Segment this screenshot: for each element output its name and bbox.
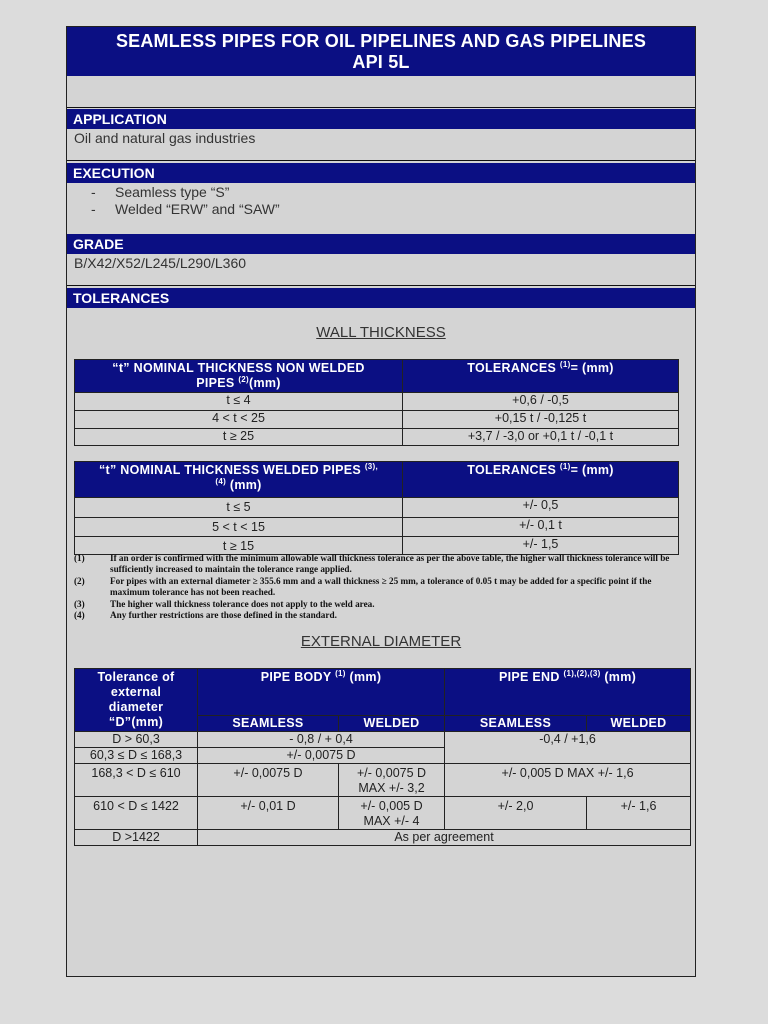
header-text: (mm) <box>249 376 281 390</box>
footnote-ref: (3), <box>364 461 379 471</box>
header-text: = (mm) <box>570 463 614 477</box>
column-header-tolerances <box>403 462 679 498</box>
diameter-cell: D > 60,3 <box>75 732 198 748</box>
execution-item-seamless <box>91 184 229 200</box>
grade-heading: GRADE <box>67 234 695 254</box>
header-text: PIPES <box>196 376 239 390</box>
column-header-thickness <box>75 360 403 393</box>
execution-item-welded <box>91 201 280 217</box>
header-text: (mm) <box>600 670 637 684</box>
footnote-ref: (2) <box>238 374 250 384</box>
footnote-ref: (1) <box>559 461 571 471</box>
pipe-end-cell: -0,4 / +1,6 <box>445 732 691 764</box>
tolerance-cell: +/- 0,1 t <box>403 518 679 537</box>
title-line-2: API 5L <box>352 52 410 72</box>
column-header-thickness <box>75 462 403 498</box>
tolerance-cell: +/- 1,5 <box>403 537 679 555</box>
pipe-end-cell: +/- 0,005 D MAX +/- 1,6 <box>445 764 691 797</box>
header-text: PIPE END <box>498 670 564 684</box>
document-title <box>67 27 695 76</box>
cell-line: MAX +/- 4 <box>363 814 420 828</box>
table-row <box>75 518 679 537</box>
agreement-cell: As per agreement <box>198 830 691 846</box>
pipe-body-cell: - 0,8 / + 0,4 <box>198 732 445 748</box>
wall-thickness-non-welded-table <box>74 359 679 446</box>
tolerances-heading: TOLERANCES <box>67 288 695 308</box>
thickness-cell: t ≤ 5 <box>75 498 403 518</box>
footnote <box>74 576 684 599</box>
column-header-end-welded: WELDED <box>587 716 691 732</box>
table-row <box>75 764 691 797</box>
footnote-ref: (1),(2),(3) <box>563 668 601 678</box>
execution-item-label: Welded “ERW” and “SAW” <box>115 201 280 217</box>
cell-line: +/- 0,0075 D <box>356 766 427 780</box>
header-text: TOLERANCES <box>467 361 560 375</box>
column-header-pipe-end <box>445 669 691 716</box>
footnote <box>74 599 684 610</box>
diameter-cell: 60,3 ≤ D ≤ 168,3 <box>75 748 198 764</box>
header-text: = (mm) <box>570 361 614 375</box>
application-text: Oil and natural gas industries <box>74 130 256 146</box>
thickness-cell: 5 < t < 15 <box>75 518 403 537</box>
footnotes <box>74 553 684 621</box>
footnote-number: (3) <box>74 598 85 609</box>
tolerance-cell: +3,7 / -3,0 or +0,1 t / -0,1 t <box>403 429 679 446</box>
pipe-body-cell: +/- 0,0075 D <box>198 748 445 764</box>
table-row <box>75 393 679 411</box>
tolerance-cell: +0,6 / -0,5 <box>403 393 679 411</box>
table-row <box>75 411 679 429</box>
cell-line: MAX +/- 3,2 <box>358 781 425 795</box>
footnote <box>74 553 684 576</box>
table-row <box>75 429 679 446</box>
table-row <box>75 498 679 518</box>
application-heading: APPLICATION <box>67 109 695 129</box>
header-text: PIPE BODY <box>260 670 336 684</box>
footnote-ref: (1) <box>335 668 346 678</box>
table-row <box>75 830 691 846</box>
column-header-diameter: Tolerance of external diameter “D”(mm) <box>75 669 198 732</box>
thickness-cell: t ≤ 4 <box>75 393 403 411</box>
wall-thickness-heading: WALL THICKNESS <box>316 324 446 341</box>
header-text: TOLERANCES <box>467 463 560 477</box>
bullet-dash: - <box>91 184 96 200</box>
header-text: (mm) <box>345 670 382 684</box>
column-header-body-welded: WELDED <box>339 716 445 732</box>
thickness-cell: 4 < t < 25 <box>75 411 403 429</box>
pipe-end-seamless-cell: +/- 2,0 <box>445 797 587 830</box>
footnote-number: (4) <box>74 610 85 621</box>
pipe-end-welded-cell: +/- 1,6 <box>587 797 691 830</box>
thickness-cell: t ≥ 25 <box>75 429 403 446</box>
pipe-body-seamless-cell: +/- 0,01 D <box>198 797 339 830</box>
diameter-cell: 168,3 < D ≤ 610 <box>75 764 198 797</box>
column-header-body-seamless: SEAMLESS <box>198 716 339 732</box>
table-row <box>75 732 691 748</box>
pipe-body-welded-cell <box>339 797 445 830</box>
footnote-text: The higher wall thickness tolerance does not apply to the weld area. <box>110 598 375 609</box>
column-header-pipe-body <box>198 669 445 716</box>
title-line-1: SEAMLESS PIPES FOR OIL PIPELINES AND GAS PIPELINES <box>115 31 647 51</box>
footnote-number: (2) <box>74 575 85 586</box>
tolerance-cell: +/- 0,5 <box>403 498 679 518</box>
external-diameter-table <box>74 668 691 846</box>
table-row <box>75 537 679 555</box>
diameter-cell: D >1422 <box>75 830 198 846</box>
footnote-ref: (1) <box>559 359 571 369</box>
table-row <box>75 797 691 830</box>
wall-thickness-welded-table <box>74 461 679 555</box>
column-header-end-seamless: SEAMLESS <box>445 716 587 732</box>
footnote-number: (1) <box>74 553 85 563</box>
grade-text: B/X42/X52/L245/L290/L360 <box>74 255 247 271</box>
tolerance-cell: +0,15 t / -0,125 t <box>403 411 679 429</box>
bullet-dash: - <box>91 201 96 217</box>
column-header-tolerances <box>403 360 679 393</box>
cell-line: +/- 0,005 D <box>360 799 423 813</box>
pipe-body-seamless-cell: +/- 0,0075 D <box>198 764 339 797</box>
footnote <box>74 610 684 621</box>
spacer-band <box>67 76 695 108</box>
pipe-body-welded-cell <box>339 764 445 797</box>
header-text: “t” NOMINAL THICKNESS NON WELDED <box>112 361 365 375</box>
header-text: (mm) <box>226 478 262 492</box>
external-diameter-heading: EXTERNAL DIAMETER <box>300 633 462 650</box>
header-text: “t” NOMINAL THICKNESS WELDED PIPES <box>98 463 365 477</box>
footnote-text: If an order is confirmed with the minimum allowable wall thickness tolerance as per the above table, the higher wall thickness tolerance will be sufficiently increased to maintain the tolerance range applied. <box>110 553 670 575</box>
execution-item-label: Seamless type “S” <box>115 184 230 200</box>
execution-heading: EXECUTION <box>67 163 695 183</box>
thickness-cell: t ≥ 15 <box>75 537 403 555</box>
footnote-ref: (4) <box>215 476 227 486</box>
footnote-text: Any further restrictions are those defined in the standard. <box>110 610 337 621</box>
document-page <box>66 26 696 977</box>
footnote-text: For pipes with an external diameter ≥ 355.6 mm and a wall thickness ≥ 25 mm, a tolerance of 0.05 t may be added for a specific point if the maximum tolerance has not been reached. <box>110 575 652 598</box>
diameter-cell: 610 < D ≤ 1422 <box>75 797 198 830</box>
